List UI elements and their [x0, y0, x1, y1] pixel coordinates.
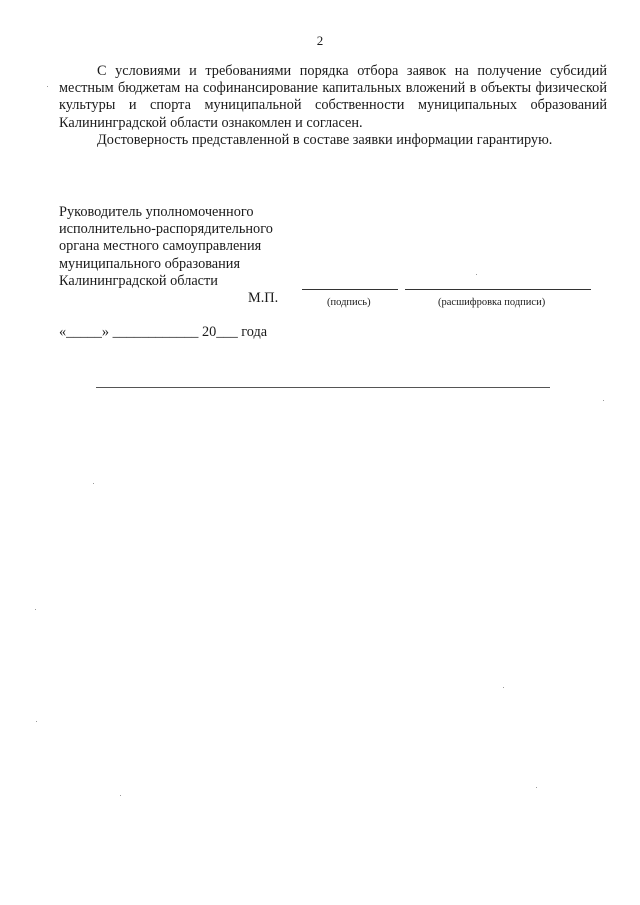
- scan-speck: [503, 687, 504, 688]
- guarantee-text: Достоверность представленной в составе заявки информации гарантирую.: [97, 132, 553, 148]
- bottom-rule: [96, 387, 550, 388]
- signatory-line: Руководитель уполномоченного: [59, 204, 254, 220]
- date-line: «_____» ____________ 20___ года: [59, 324, 268, 340]
- scan-speck: [603, 400, 604, 401]
- scan-speck: [536, 787, 537, 788]
- scan-speck: [47, 86, 48, 87]
- scan-speck: [476, 274, 477, 275]
- signatory-line: исполнительно-распорядительного: [59, 221, 273, 238]
- signatory-line: Калининградской области: [59, 272, 218, 289]
- signature-line: [302, 289, 398, 290]
- decoding-caption: (расшифровка подписи): [438, 297, 546, 308]
- scan-speck: [93, 483, 94, 484]
- scan-speck: [36, 721, 37, 722]
- consent-paragraph: [59, 63, 607, 132]
- stamp-label: М.П.: [248, 290, 279, 306]
- guarantee-paragraph: [59, 132, 607, 149]
- signatory-line: органа местного самоуправления: [59, 238, 262, 255]
- scan-speck: [35, 609, 36, 610]
- signatory-line: муниципального образования: [59, 255, 241, 272]
- scan-speck: [120, 795, 121, 796]
- page-number: 2: [316, 33, 324, 48]
- signatory-block: [59, 204, 273, 290]
- signature-caption: (подпись): [327, 297, 371, 308]
- consent-text: С условиями и требованиями порядка отбора заявок на получение субсидий местным бюджетам на софинансирование капитальных вложений в объекты физической культуры и спорта муниципальной собственности муниципальных образований Калининградской области ознакомлен и согласен.: [59, 63, 607, 131]
- signature-decoding-line: [405, 289, 591, 290]
